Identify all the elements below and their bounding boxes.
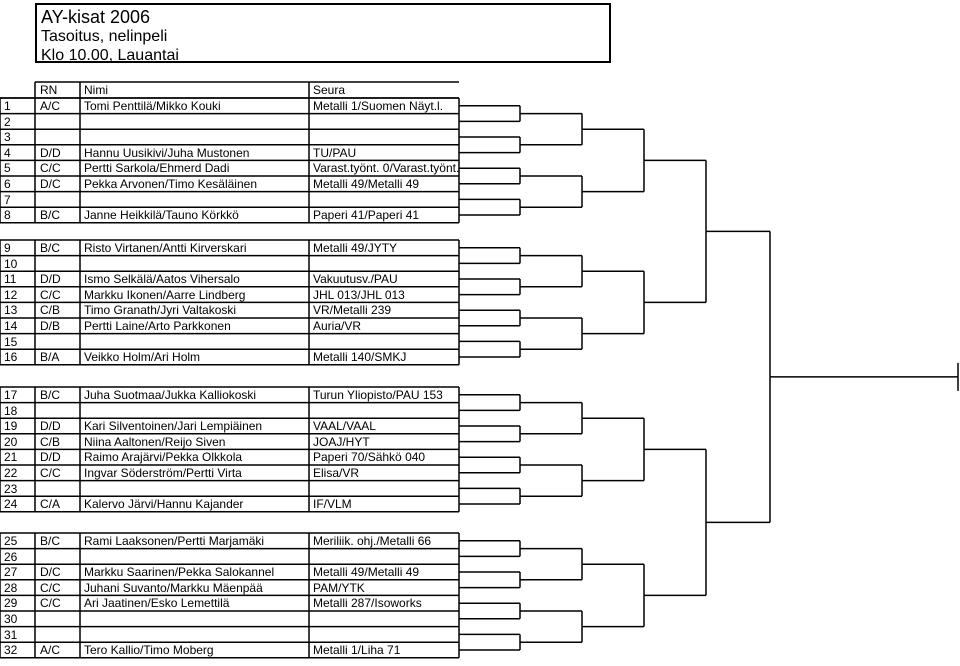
entry-rank: C/B (40, 434, 61, 449)
entry-rank: B/C (40, 241, 61, 255)
entry-number: 5 (4, 161, 11, 176)
entry-names: Kari Silventoinen/Jari Lempiäinen (84, 419, 263, 434)
column-header-name: Nimi (84, 83, 108, 97)
entry-names: Tomi Penttilä/Mikko Kouki (84, 99, 221, 113)
entry-number: 9 (4, 241, 11, 255)
entry-number: 28 (4, 580, 18, 595)
entry-club: Metalli 287/Isoworks (313, 596, 422, 611)
entry-rank: A/C (40, 99, 61, 113)
entry-number: 22 (4, 466, 18, 480)
entry-names: Tero Kallio/Timo Moberg (84, 643, 214, 658)
event-title-box (35, 3, 611, 63)
entry-rank: D/D (40, 450, 61, 465)
entry-names: Ari Jaatinen/Esko Lemettilä (84, 596, 230, 611)
entry-rank: D/D (40, 145, 61, 160)
entry-number: 8 (4, 208, 11, 223)
entry-rank: D/D (40, 272, 61, 287)
entry-club: PAM/YTK (313, 580, 365, 595)
entry-number: 4 (4, 145, 11, 160)
entry-club: Varast.työnt. 0/Varast.työnt. (313, 161, 460, 176)
entry-number: 21 (4, 450, 18, 465)
entry-number: 18 (4, 403, 18, 418)
entry-number: 1 (4, 99, 11, 113)
entry-names: Kalervo Järvi/Hannu Kajander (84, 497, 244, 512)
entry-rank: C/C (40, 287, 61, 302)
entry-number: 19 (4, 419, 18, 434)
entry-names: Ismo Selkälä/Aatos Vihersalo (84, 272, 240, 287)
entry-names: Markku Ikonen/Aarre Lindberg (84, 287, 246, 302)
entry-club: Metalli 49/Metalli 49 (313, 177, 420, 191)
entry-club: VR/Metalli 239 (313, 303, 392, 318)
entry-club: JHL 013/JHL 013 (313, 287, 405, 302)
event-title: AY-kisat 2006 (41, 7, 151, 27)
entry-number: 27 (4, 565, 18, 580)
entry-club: Paperi 70/Sähkö 040 (313, 450, 426, 465)
entry-rank: D/C (40, 565, 61, 580)
entry-club: Metalli 1/Liha 71 (313, 643, 401, 658)
entry-names: Juhani Suvanto/Markku Mäenpää (84, 580, 263, 595)
entry-number: 30 (4, 612, 18, 626)
entry-names: Niina Aaltonen/Reijo Siven (84, 434, 226, 449)
entry-club: IF/VLM (313, 497, 352, 512)
entry-names: Risto Virtanen/Antti Kirverskari (84, 241, 247, 255)
column-header-club: Seura (313, 83, 346, 97)
entry-number: 16 (4, 350, 18, 365)
entry-number: 15 (4, 334, 18, 349)
entry-club: Metalli 140/SMKJ (313, 350, 407, 365)
entry-number: 31 (4, 627, 18, 642)
entry-rank: B/C (40, 534, 61, 548)
column-header-rn: RN (40, 83, 58, 97)
entry-club: Metalli 49/Metalli 49 (313, 565, 420, 580)
entry-club: Turun Yliopisto/PAU 153 (313, 388, 443, 402)
entry-names: Timo Granath/Jyri Valtakoski (84, 303, 237, 318)
entry-rank: C/C (40, 466, 61, 480)
entry-club: Elisa/VR (313, 466, 360, 480)
entry-names: Raimo Arajärvi/Pekka Olkkola (84, 450, 243, 465)
entry-names: Juha Suotmaa/Jukka Kalliokoski (84, 388, 257, 402)
entry-number: 12 (4, 287, 18, 302)
entry-names: Pertti Laine/Arto Parkkonen (84, 319, 231, 333)
entry-names: Rami Laaksonen/Pertti Marjamäki (84, 534, 265, 548)
entry-club: Vakuutusv./PAU (313, 272, 398, 287)
entry-number: 11 (4, 272, 17, 287)
entry-number: 3 (4, 130, 11, 145)
entry-names: Janne Heikkilä/Tauno Körkkö (84, 208, 239, 223)
entry-number: 29 (4, 596, 18, 611)
entry-rank: C/B (40, 303, 61, 318)
entry-rank: D/D (40, 419, 61, 434)
entry-club: Metalli 49/JYTY (313, 241, 398, 255)
entry-names: Ingvar Söderström/Pertti Virta (84, 466, 242, 480)
entry-rank: B/C (40, 388, 61, 402)
entry-number: 24 (4, 497, 18, 512)
entry-number: 14 (4, 319, 18, 333)
entry-rank: B/C (40, 208, 61, 223)
entry-names: Veikko Holm/Ari Holm (84, 350, 201, 365)
entry-club: TU/PAU (313, 145, 357, 160)
entry-rank: C/A (40, 497, 61, 512)
entry-number: 17 (4, 388, 18, 402)
entry-club: VAAL/VAAL (313, 419, 376, 434)
entry-names: Pertti Sarkola/Ehmerd Dadi (84, 161, 230, 176)
entry-number: 13 (4, 303, 18, 318)
entry-names: Markku Saarinen/Pekka Salokannel (84, 565, 275, 580)
entry-rank: D/C (40, 177, 61, 191)
entry-number: 6 (4, 177, 11, 191)
entry-number: 26 (4, 549, 18, 564)
entry-rank: A/C (40, 643, 61, 658)
entry-names: Hannu Uusikivi/Juha Mustonen (84, 145, 250, 160)
entry-club: Auria/VR (313, 319, 362, 333)
entry-number: 20 (4, 434, 18, 449)
entry-club: JOAJ/HYT (313, 434, 370, 449)
event-time: Klo 10.00, Lauantai (41, 47, 179, 64)
entry-number: 32 (4, 643, 18, 658)
entry-rank: C/C (40, 580, 61, 595)
entry-rank: D/B (40, 319, 61, 333)
event-subtitle: Tasoitus, nelinpeli (41, 28, 168, 45)
entry-number: 25 (4, 534, 18, 548)
entry-rank: C/C (40, 596, 61, 611)
entry-club: Metalli 1/Suomen Näyt.l. (313, 99, 444, 113)
entry-club: Meriliik. ohj./Metalli 66 (313, 534, 432, 548)
entry-number: 2 (4, 114, 11, 129)
entry-names: Pekka Arvonen/Timo Kesäläinen (84, 177, 257, 191)
entry-number: 23 (4, 481, 18, 496)
entry-number: 7 (4, 192, 11, 207)
entry-rank: B/A (40, 350, 60, 365)
entry-rank: C/C (40, 161, 61, 176)
entry-number: 10 (4, 256, 18, 271)
entry-club: Paperi 41/Paperi 41 (313, 208, 420, 223)
